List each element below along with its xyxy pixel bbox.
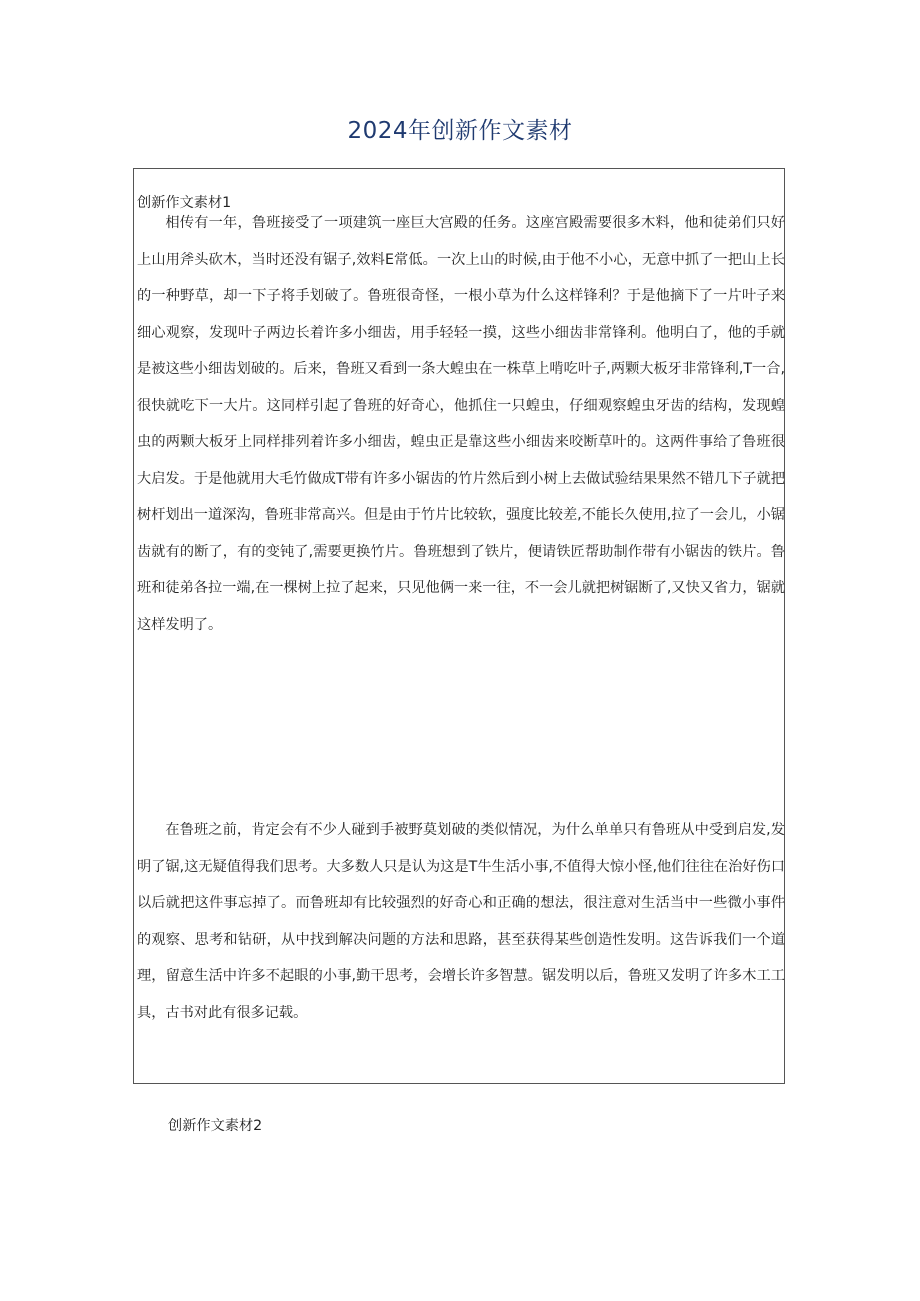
- document-title: 2024年创新作文素材: [347, 118, 573, 144]
- section-1-heading: 创新作文素材1: [137, 195, 232, 211]
- section-1-box: [133, 168, 785, 1084]
- section-1-paragraph-1: 相传有一年，鲁班接受了一项建筑一座巨大宫殿的任务。这座宫殿需要很多木料，他和徒弟们只好上山用斧头砍木，当时还没有锯子,效料E常低。一次上山的时候,由于他不小心，无意中抓了一把山上长的一种野草，却一下子将手划破了。鲁班很奇怪，一根小草为什么这样锋利？于是他摘下了一片叶子来细心观察，发现叶子两边长着许多小细齿，用手轻轻一摸，这些小细齿非常锋利。他明白了，他的手就是被这些小细齿划破的。后来，鲁班又看到一条大蝗虫在一株草上啃吃叶子,两颗大板牙非常锋利,T一合,很快就吃下一大片。这同样引起了鲁班的好奇心，他抓住一只蝗虫，仔细观察蝗虫牙齿的结构，发现蝗虫的两颗大板牙上同样排列着许多小细齿，蝗虫正是靠这些小细齿来咬断草叶的。这两件事给了鲁班很大启发。于是他就用大毛竹做成T带有许多小锯齿的竹片然后到小树上去做试验结果果然不错几下子就把树杆划出一道深沟，鲁班非常高兴。但是由于竹片比较软，强度比较差,不能长久使用,拉了一会儿，小锯齿就有的断了，有的变钝了,需要更换竹片。鲁班想到了铁片，便请铁匠帮助制作带有小锯齿的铁片。鲁班和徒弟各拉一端,在一棵树上拉了起来，只见他俩一来一往，不一会儿就把树锯断了,又快又省力，锯就这样发明了。: [137, 215, 785, 633]
- section-2-heading: 创新作文素材2: [168, 1118, 263, 1134]
- section-1-paragraph-2: 在鲁班之前，肯定会有不少人碰到手被野莫划破的类似情况，为什么单单只有鲁班从中受到启发,发明了锯,这无疑值得我们思考。大多数人只是认为这是T牛生活小事,不值得大惊小怪,他们往往在治好伤口以后就把这件事忘掉了。而鲁班却有比较强烈的好奇心和正确的想法，很注意对生活当中一些微小事件的观察、思考和钻研，从中找到解决问题的方法和思路，甚至获得某些创造性发明。这告诉我们一个道理，留意生活中许多不起眼的小事,勤干思考，会增长许多智慧。锯发明以后，鲁班又发明了许多木工工具，古书对此有很多记载。: [137, 822, 785, 1021]
